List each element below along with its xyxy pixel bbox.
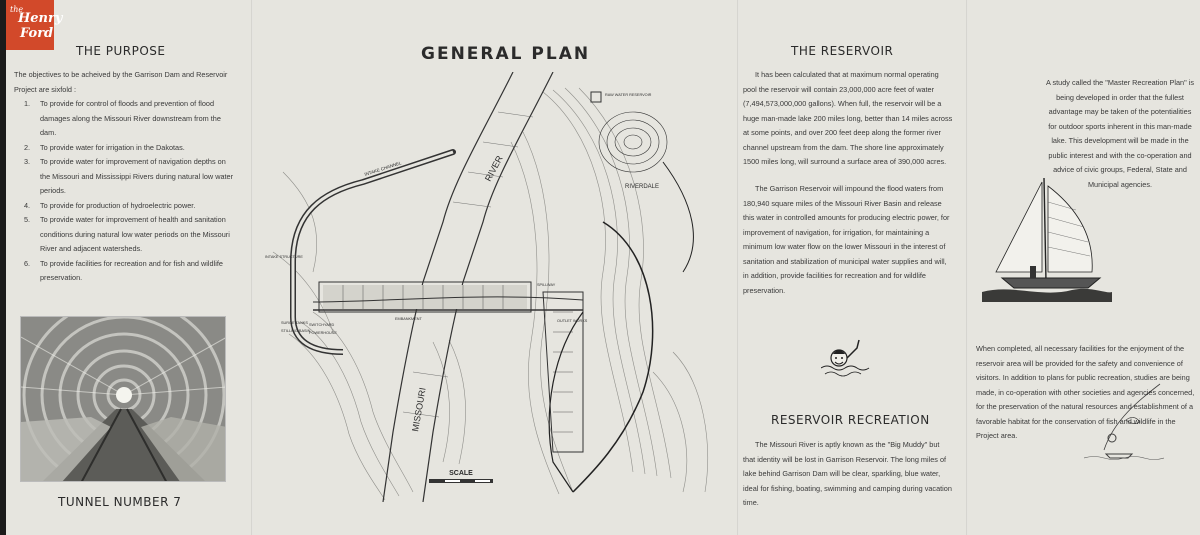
reservoir-paragraph-2: The Garrison Reservoir will impound the flood waters from 180,940 square miles of the Missouri River Basin and release this water in controlled amounts for producing electric power, for improvement of navigation, for irrigation, for maintaining a minimum low water flow on the lower Missouri in the interest of sanitation and stabilization of municipal water supplies and will, in addition, provide facilities for recreation and for wildlife preservation. (743, 184, 950, 295)
riverdale-label: RIVERDALE (625, 184, 660, 190)
objective-item (14, 213, 236, 257)
recreation-paragraph: The Missouri River is aptly known as the "Big Muddy" but that identity will be lost in Garrison Reservoir. The long miles of lake behind Garrison Dam will be clear, sparkling, blue water, ideal for fishing, boating, swimming and camping during vacation time. (743, 440, 952, 507)
switchyard-label: SWITCHYARD (309, 323, 335, 327)
tunnel-photo (20, 316, 226, 482)
intake-channel-label: INTAKE CHANNEL (363, 160, 403, 177)
purpose-heading: THE PURPOSE (76, 44, 166, 58)
scale-bar (429, 479, 493, 483)
recreation-heading: RESERVOIR RECREATION (771, 413, 930, 427)
purpose-panel (6, 0, 250, 535)
brochure-sheet (6, 0, 1200, 535)
objective-text: To provide water for improvement of navigation depths on the Missouri and Mississippi Rivers during natural low water periods. (40, 157, 234, 195)
map-scale (429, 470, 493, 483)
site-map (253, 72, 737, 502)
outlet-works-label: OUTLET WORKS (557, 319, 588, 323)
reservoir-paragraph-1: It has been calculated that at maximum normal operating pool the reservoir will contain 23,000,000 acre feet of water (7,494,573,000,000 gallons). When full, the reservoir will be a huge man-made lake 200 miles long, better than 14 miles across at some points, and over 200 feet deep along the former river channel upstream from the dam. The shore line approximately 1500 miles long, will surround a surface area of 390,000 acres. (743, 70, 953, 166)
tunnel-image (21, 317, 226, 482)
general-plan-panel (253, 0, 737, 535)
spillway-label: SPILLWAY (537, 283, 556, 287)
general-plan-heading: GENERAL PLAN (421, 44, 591, 64)
master-plan-paragraph: A study called the "Master Recreation Plan" is being developed in order that the fullest advantage may be taken of the potentialities for outdoor sports inherent in this man-made lake. This development will be made in the public interest and with the co-operation and advice of civic groups, Federal, State and Municipal agencies. (1046, 78, 1194, 189)
river-label-lower: MISSOURI (410, 386, 428, 433)
henry-ford-logo (6, 0, 63, 50)
objective-item (14, 257, 236, 286)
objective-text: To provide facilities for recreation and for fish and wildlife preservation. (40, 258, 223, 282)
objective-text: To provide for production of hydroelectric power. (40, 200, 196, 210)
tunnel-caption: TUNNEL NUMBER 7 (58, 495, 182, 509)
objective-item (14, 97, 236, 141)
scale-label: SCALE (449, 470, 473, 477)
master-plan-panel (968, 0, 1200, 535)
embankment-label: EMBANKMENT (395, 317, 422, 321)
river-label-upper: RIVER (482, 153, 505, 183)
objective-text: To provide water for improvement of health and sanitation conditions during natural low water periods on the Missouri River and adjacent watersheds. (40, 215, 230, 253)
objectives-list (14, 97, 236, 286)
stilling-basin-label: STILLING BASIN (281, 329, 311, 333)
objective-number: 2. (24, 142, 31, 152)
objective-number: 6. (24, 258, 31, 268)
raw-water-label: RAW WATER RESERVOIR (605, 93, 652, 97)
objective-text: To provide water for irrigation in the Dakotas. (40, 142, 185, 152)
objective-number: 5. (24, 215, 31, 224)
surge-tanks-label: SURGE TANKS (281, 321, 308, 325)
sailboat-illustration (982, 172, 1112, 302)
reservoir-heading: THE RESERVOIR (791, 44, 894, 58)
objective-number: 3. (24, 157, 31, 166)
powerhouse-label: POWERHOUSE (309, 331, 337, 335)
logo-henry: Henry (18, 11, 63, 26)
purpose-intro: The objectives to be acheived by the Garrison Dam and Reservoir Project are sixfold : (14, 70, 228, 94)
objective-number: 4. (24, 200, 31, 210)
objective-item (14, 155, 236, 199)
logo-ford: Ford (20, 26, 54, 41)
reservoir-panel (739, 0, 965, 535)
objective-item (14, 141, 236, 156)
objective-item (14, 199, 236, 214)
swimmer-illustration (821, 338, 871, 378)
objective-text: To provide for control of floods and prevention of flood damages along the Missouri River downstream from the dam. (40, 99, 221, 137)
fisherman-illustration (1084, 380, 1164, 460)
completion-paragraph: When completed, all necessary facilities for the enjoyment of the reservoir area will be provided for the safety and convenience of visitors. In addition to plans for public recreation, studies are being made, in co-operation with other societies and agencies concerned, for the preservation of the natural resources and establishment of a favorable habitat for the conservation of fish and wildlife in the Project area. (976, 344, 1195, 440)
logo-the: the (10, 5, 24, 14)
objective-number: 1. (24, 99, 31, 108)
intake-structure-label: INTAKE STRUCTURE (265, 255, 303, 259)
